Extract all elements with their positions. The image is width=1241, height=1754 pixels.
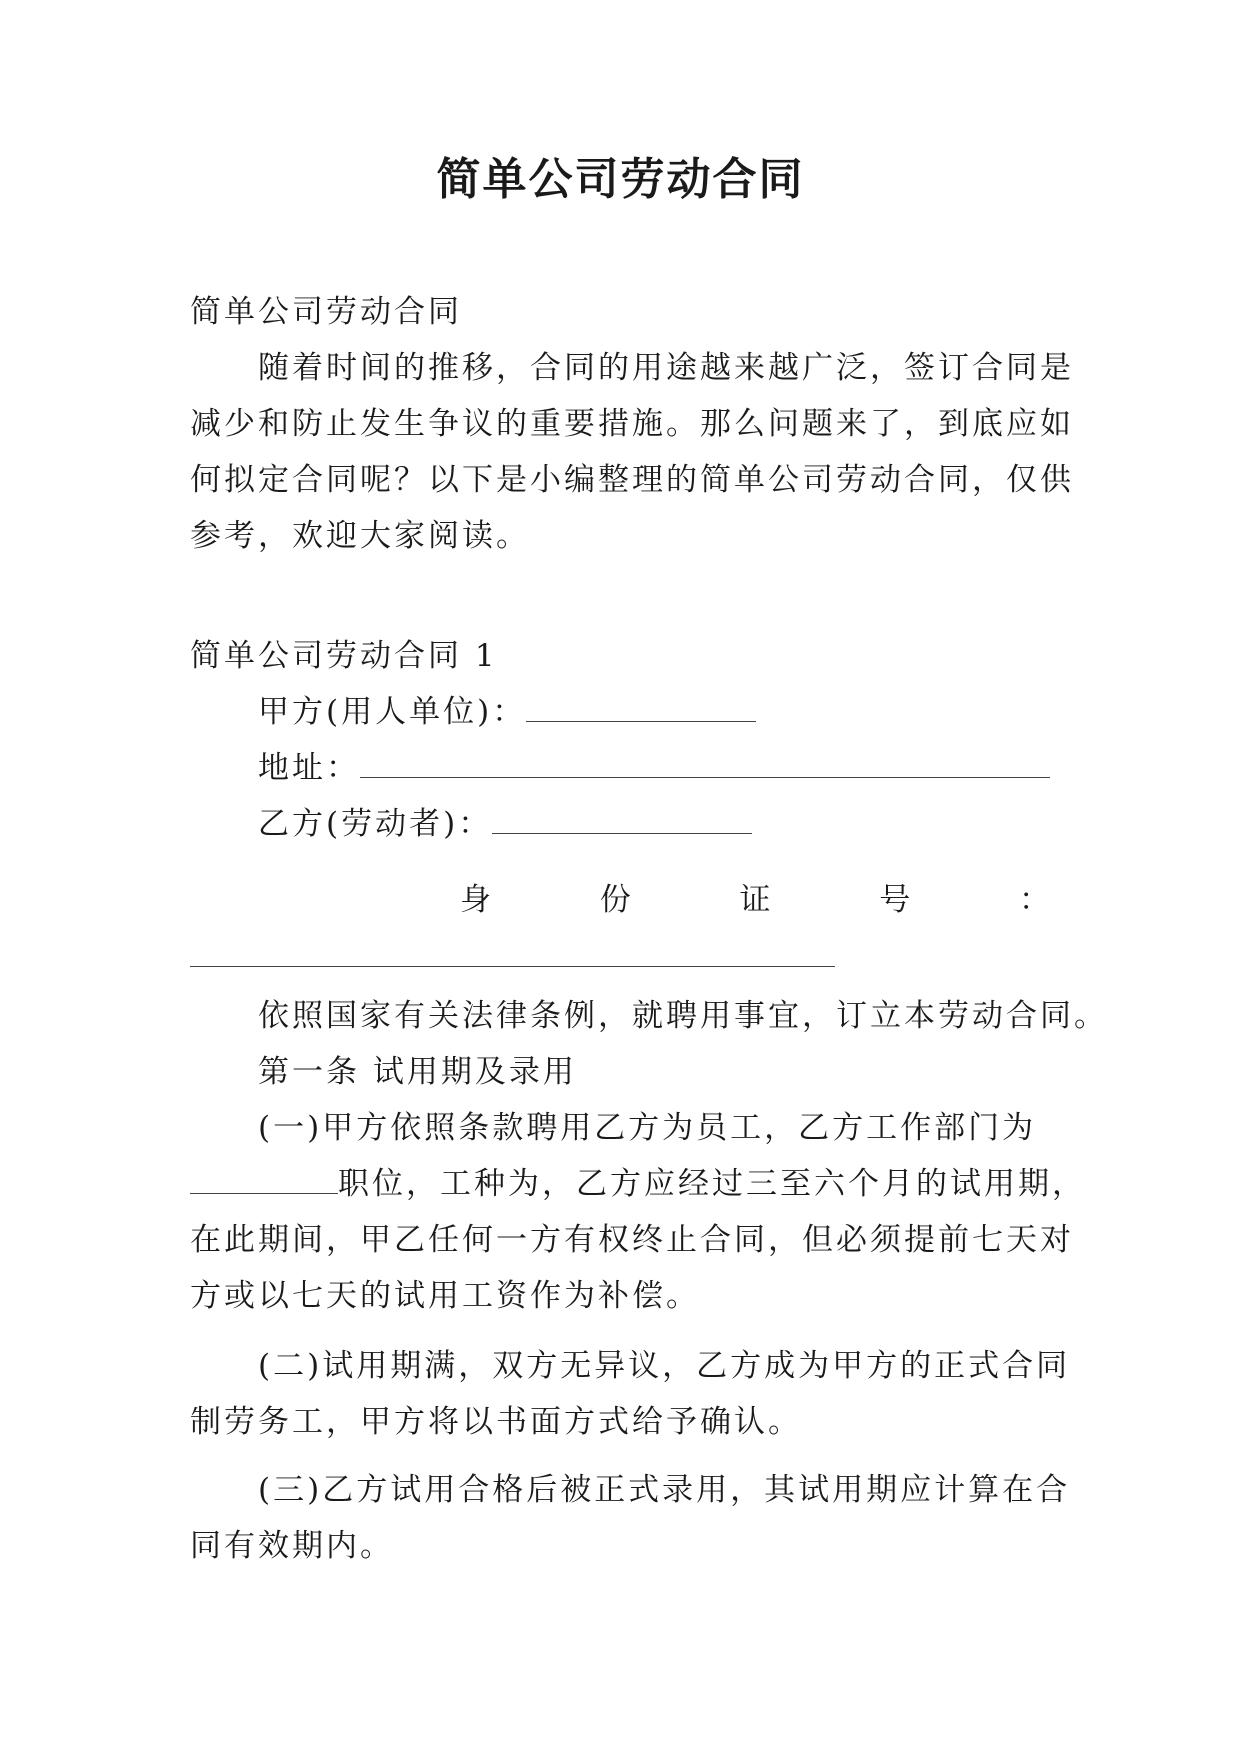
address-blank: [360, 743, 1050, 778]
party-a-row: [258, 682, 1050, 742]
party-a-label: 甲方(用人单位)：: [258, 694, 527, 730]
basis-line: 依照国家有关法律条例，就聘用事宜，订立本劳动合同。: [258, 998, 1108, 1034]
id-number-row: [190, 870, 1050, 930]
clause1-line-3: 在此期间，甲乙任何一方有权终止合同，但必须提前七天对: [190, 1222, 1074, 1258]
section-heading: 简单公司劳动合同 1: [190, 638, 498, 674]
article1-heading: 第一条 试用期及录用: [258, 1054, 577, 1090]
id-label-char-2: 份: [599, 882, 631, 918]
party-b-label: 乙方(劳动者)：: [258, 806, 493, 842]
id-label-char-3: 证: [739, 882, 771, 918]
party-a-blank: [526, 687, 756, 722]
clause1-line-4: 方或以七天的试用工资作为补偿。: [190, 1278, 700, 1314]
id-number-blank: [190, 966, 835, 967]
intro-heading: 简单公司劳动合同: [190, 294, 462, 330]
clause2-line-2: 制劳务工，甲方将以书面方式给予确认。: [190, 1404, 802, 1440]
clause2-line-1: (二)试用期满，双方无异议，乙方成为甲方的正式合同: [258, 1348, 1071, 1384]
id-label-char-4: 号: [879, 882, 911, 918]
id-label-char-1: 身: [460, 882, 491, 918]
clause3-line-1: (三)乙方试用合格后被正式录用，其试用期应计算在合: [258, 1472, 1071, 1508]
party-b-row: [258, 794, 1050, 854]
address-row: [258, 738, 1050, 798]
clause1-line-2: [190, 1154, 1086, 1214]
intro-line-3: 何拟定合同呢？以下是小编整理的简单公司劳动合同，仅供: [190, 462, 1074, 498]
address-label: 地址：: [258, 750, 360, 786]
id-label-colon: ：: [1019, 882, 1050, 918]
intro-line-4: 参考，欢迎大家阅读。: [190, 518, 530, 554]
party-b-blank: [492, 799, 752, 834]
intro-line-1: 随着时间的推移，合同的用途越来越广泛，签订合同是: [258, 350, 1074, 386]
department-blank: [190, 1159, 338, 1194]
intro-line-2: 减少和防止发生争议的重要措施。那么问题来了，到底应如: [190, 406, 1074, 442]
clause1-line-2-text: 职位，工种为，乙方应经过三至六个月的试用期，: [338, 1166, 1086, 1202]
document-title: 简单公司劳动合同: [436, 154, 805, 205]
clause1-line-1: (一)甲方依照条款聘用乙方为员工，乙方工作部门为: [258, 1110, 1037, 1146]
clause3-line-2: 同有效期内。: [190, 1528, 394, 1564]
